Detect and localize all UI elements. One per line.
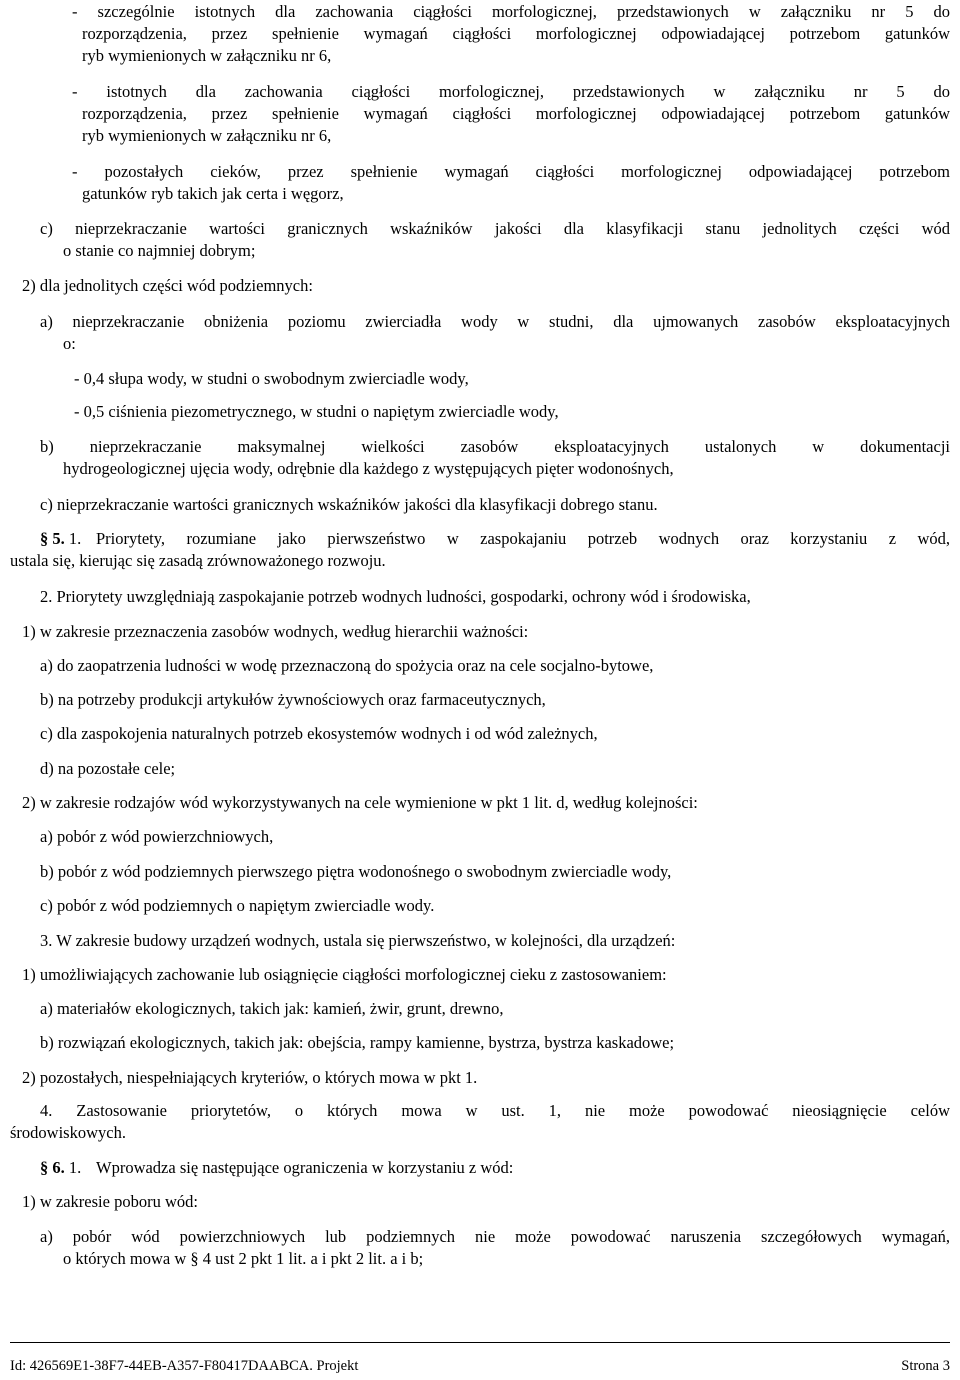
- footer-page-number: Strona 3: [901, 1358, 950, 1374]
- text-line: a) pobór wód powierzchniowych lub podziemnych nie może powodować naruszenia szczegółowych wymagań,: [40, 1227, 950, 1246]
- text-line: - pozostałych cieków, przez spełnienie wymagań ciągłości morfologicznej odpowiadającej potrzebom: [72, 162, 950, 181]
- text-line: a) nieprzekraczanie obniżenia poziomu zwierciadła wody w studni, dla ujmowanych zasobów eksploatacyjnych: [40, 312, 950, 331]
- text-line: d) na pozostałe cele;: [40, 759, 176, 778]
- text-line: ustala się, kierując się zasadą zrównoważonego rozwoju.: [10, 551, 386, 570]
- section-number: § 6. 1.: [40, 1158, 82, 1177]
- text-line: rozporządzenia, przez spełnienie wymagań ciągłości morfologicznej odpowiadającej potrzebom gatunków: [82, 24, 950, 43]
- text-line: gatunków ryb takich jak certa i węgorz,: [82, 184, 344, 203]
- text-line: - istotnych dla zachowania ciągłości morfologicznej, przedstawionych w załączniku nr 5 do: [72, 82, 950, 101]
- text-line: a) do zaopatrzenia ludności w wodę przeznaczoną do spożycia oraz na cele socjalno-bytowe,: [40, 656, 654, 675]
- text-line: - 0,4 słupa wody, w studni o swobodnym zwierciadle wody,: [74, 369, 469, 388]
- text-line: c) dla zaspokojenia naturalnych potrzeb ekosystemów wodnych i od wód zależnych,: [40, 724, 598, 743]
- text-line: b) pobór z wód podziemnych pierwszego piętra wodonośnego o swobodnym zwierciadle wody,: [40, 862, 672, 881]
- text-line: 3. W zakresie budowy urządzeń wodnych, ustala się pierwszeństwo, w kolejności, dla urządzeń:: [40, 931, 676, 950]
- text-line: a) materiałów ekologicznych, takich jak: kamień, żwir, grunt, drewno,: [40, 999, 504, 1018]
- text-line: ryb wymienionych w załączniku nr 6,: [82, 46, 332, 65]
- text-line: 1) w zakresie przeznaczenia zasobów wodnych, według hierarchii ważności:: [22, 622, 529, 641]
- text-line: środowiskowych.: [10, 1123, 126, 1142]
- text-line: b) nieprzekraczanie maksymalnej wielkości zasobów eksploatacyjnych ustalonych w dokumentacji: [40, 437, 950, 456]
- text-line: c) pobór z wód podziemnych o napiętym zwierciadle wody.: [40, 896, 435, 915]
- text-line: 4. Zastosowanie priorytetów, o których mowa w ust. 1, nie może powodować nieosiągnięcie celów: [40, 1101, 950, 1120]
- text-line: 1) umożliwiających zachowanie lub osiągnięcie ciągłości morfologicznej cieku z zastosowaniem:: [22, 965, 667, 984]
- text-line: o których mowa w § 4 ust 2 pkt 1 lit. a i pkt 2 lit. a i b;: [63, 1249, 424, 1268]
- text-line: ryb wymienionych w załączniku nr 6,: [82, 126, 332, 145]
- footer-document-id: Id: 426569E1-38F7-44EB-A357-F80417DAABCA. Projekt: [10, 1358, 359, 1374]
- text-line: Wprowadza się następujące ograniczenia w korzystaniu z wód:: [96, 1158, 514, 1177]
- section-number: § 5. 1.: [40, 529, 82, 548]
- text-line: c) nieprzekraczanie wartości granicznych wskaźników jakości dla klasyfikacji dobrego stanu.: [40, 495, 658, 514]
- text-line: rozporządzenia, przez spełnienie wymagań ciągłości morfologicznej odpowiadającej potrzebom gatunków: [82, 104, 950, 123]
- text-line: b) na potrzeby produkcji artykułów żywnościowych oraz farmaceutycznych,: [40, 690, 546, 709]
- text-line: c) nieprzekraczanie wartości granicznych wskaźników jakości dla klasyfikacji stanu jednolitych części wód: [40, 219, 950, 238]
- text-line: b) rozwiązań ekologicznych, takich jak: obejścia, rampy kamienne, bystrza, bystrza kaskadowe;: [40, 1033, 675, 1052]
- text-line: - szczególnie istotnych dla zachowania ciągłości morfologicznej, przedstawionych w załączniku nr 5 do: [72, 2, 950, 21]
- text-line: 2) pozostałych, niespełniających kryteriów, o których mowa w pkt 1.: [22, 1068, 478, 1087]
- text-line: o stanie co najmniej dobrym;: [63, 241, 256, 260]
- text-line: - 0,5 ciśnienia piezometrycznego, w studni o napiętym zwierciadle wody,: [74, 402, 559, 421]
- text-line: 1) w zakresie poboru wód:: [22, 1192, 198, 1211]
- text-line: 2. Priorytety uwzględniają zaspokajanie potrzeb wodnych ludności, gospodarki, ochrony wód i środowiska,: [40, 587, 751, 606]
- text-line: hydrogeologicznej ujęcia wody, odrębnie dla każdego z występujących pięter wodonośnych,: [63, 459, 674, 478]
- text-line: 2) dla jednolitych części wód podziemnych:: [22, 276, 313, 295]
- text-line: Priorytety, rozumiane jako pierwszeństwo w zaspokajaniu potrzeb wodnych oraz korzystaniu z wód,: [96, 529, 950, 548]
- text-line: o:: [63, 334, 76, 353]
- footer-divider: [10, 1342, 950, 1343]
- text-line: 2) w zakresie rodzajów wód wykorzystywanych na cele wymienione w pkt 1 lit. d, według kolejności:: [22, 793, 698, 812]
- text-line: a) pobór z wód powierzchniowych,: [40, 827, 274, 846]
